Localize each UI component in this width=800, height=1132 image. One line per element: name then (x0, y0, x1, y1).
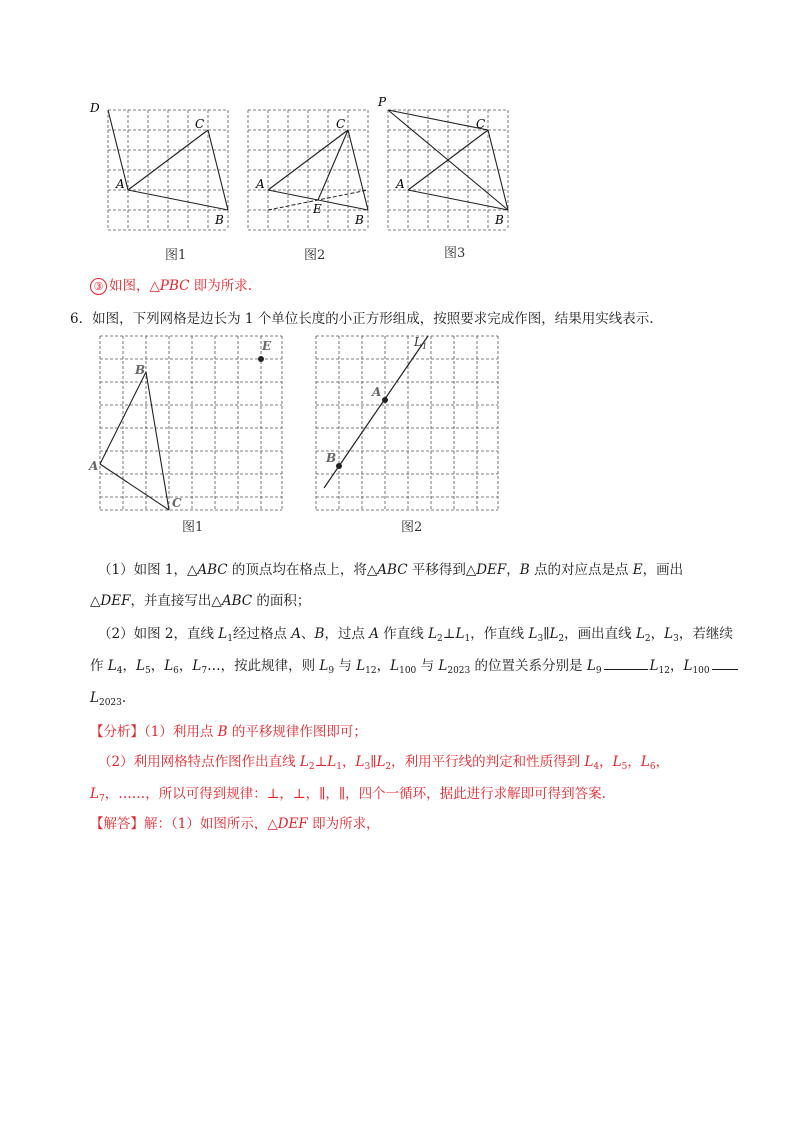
top-figure-1 (88, 96, 248, 236)
point-b (336, 463, 342, 469)
segment-ac (100, 464, 169, 510)
label-b: B (355, 213, 364, 227)
answer-blank-2[interactable] (712, 657, 738, 670)
label-d: D (90, 101, 100, 115)
label-c: C (336, 117, 346, 131)
label-e: E (262, 339, 272, 353)
point-a (382, 397, 388, 403)
label-a: A (116, 177, 125, 191)
label-b: B (135, 363, 146, 377)
label-a: A (256, 177, 265, 191)
label-e: E (313, 202, 322, 216)
label-b: B (495, 213, 504, 227)
segment-ce (318, 130, 348, 200)
grid (316, 336, 498, 510)
grid (388, 110, 508, 230)
segment-ab (128, 190, 228, 210)
part-2-line-1: （2）如图 2，直线 $L_1$经过格点 A、B，过点 A 作直线 $L_2\perp L_1$，作直线 $L_3\parallel L_2$，画出直线 $L_2$，$L_3$，若继续 (98, 626, 733, 644)
grid (248, 110, 368, 230)
label-a: A (396, 177, 405, 191)
part-1-line-1: （1）如图 1，△ABC 的顶点均在格点上，将△ABC 平移得到△DEF，B 点的对应点是点 E，画出 (98, 562, 684, 578)
label-p: P (378, 95, 387, 109)
label-c: C (195, 117, 205, 131)
part-1-line-2: △DEF，并直接写出△ABC 的面积； (90, 593, 311, 609)
top-figure-3 (368, 92, 528, 236)
label-b: B (215, 213, 224, 227)
label-c: C (476, 117, 486, 131)
q6-figure-1-caption: 图1 (182, 520, 204, 535)
segment-bc (146, 372, 169, 510)
top-figure-3-caption: 图3 (444, 246, 466, 261)
question-number: 6． (70, 311, 93, 327)
part-2-line-3: $L_{2023}$. (90, 690, 127, 708)
solution-line: 【解答】解：（1）如图所示，△DEF 即为所求， (90, 816, 380, 832)
answer-3-number: ③ (90, 278, 107, 295)
segment-ab (100, 372, 146, 464)
solution-tag: 【解答】 (90, 816, 144, 832)
segment-ab (408, 190, 508, 210)
label-l1: $L_1$ (414, 335, 428, 351)
label-a: A (89, 459, 99, 473)
q6-figure-1 (88, 330, 288, 520)
top-figure-2 (228, 96, 388, 236)
q6-figure-2 (304, 330, 504, 520)
label-a: A (372, 385, 382, 399)
grid (108, 110, 228, 230)
answer-3-line: ③ 如图，△PBC 即为所求. (90, 276, 252, 296)
point-e (258, 356, 264, 362)
question-6-intro: 6．如图，下列网格是边长为 1 个单位长度的小正方形组成，按照要求完成作图，结果用实线表示. (70, 311, 654, 327)
label-b: B (326, 451, 337, 465)
top-figure-1-caption: 图1 (165, 248, 187, 263)
grid (100, 336, 282, 510)
segment-pc (388, 110, 488, 130)
analysis-tag: 【分析】 (90, 724, 144, 740)
analysis-line-2: （2）利用网格特点作图作出直线 $L_2\perp L_1$，$L_3\parallel L_2$，利用平行线的判定和性质得到 $L_4$，$L_5$，$L_6$， (98, 754, 670, 772)
label-c: C (172, 496, 182, 510)
part-2-line-2: 作 $L_4$，$L_5$，$L_6$，$L_7\dots$，按此规律，则 $L_9$ 与 $L_{12}$，$L_{100}$ 与 $L_{2023}$ 的位置关系分别是 $L_9$ $L_{12}$，$L_{100}$ (90, 656, 740, 681)
top-figure-2-caption: 图2 (304, 248, 326, 263)
answer-blank-1[interactable] (604, 657, 648, 670)
analysis-line-1: 【分析】（1）利用点 B 的平移规律作图即可； (90, 724, 367, 740)
q6-figure-2-caption: 图2 (401, 520, 423, 535)
analysis-line-3: $L_7$，……，所以可得到规律：⊥，⊥，∥，∥，四个一循环，据此进行求解即可得到答案. (90, 786, 606, 804)
